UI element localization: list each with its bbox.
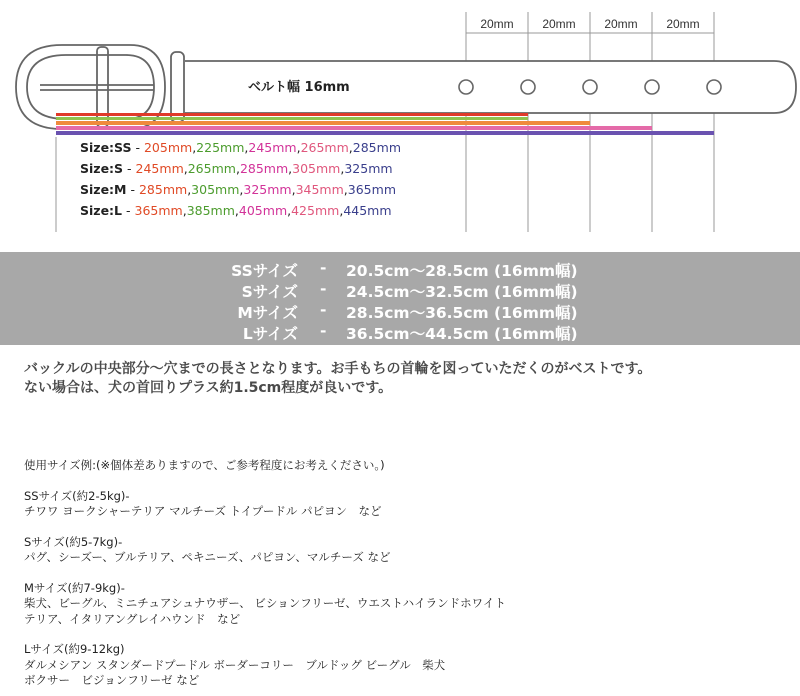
length-bar-purple [56, 131, 714, 135]
size-value: 305mm [292, 161, 341, 176]
separator: - [126, 203, 131, 218]
hole-icon [521, 80, 535, 94]
size-row-s: Size:S - 245mm,265mm,285mm,305mm,325mm [80, 161, 393, 176]
range-value: 36.5cm～44.5cm (16mm幅) [346, 325, 578, 343]
range-name: Sサイズ [241, 283, 298, 301]
size-value: 365mm [134, 203, 183, 218]
hole-icon [645, 80, 659, 94]
size-value: 265mm [187, 161, 236, 176]
separator: - [130, 182, 135, 197]
size-row-ss: Size:SS - 205mm,225mm,245mm,265mm,285mm [80, 140, 401, 155]
example-breeds: パグ、シーズー、ブルテリア、ペキニーズ、パピヨン、マルチーズ など [24, 550, 391, 564]
example-title: Sサイズ(約5-7kg)- [24, 534, 123, 549]
size-value: 265mm [300, 140, 349, 155]
example-breeds: チワワ ヨークシャーテリア マルチーズ トイプードル パピヨン など [24, 504, 382, 518]
size-value: 325mm [243, 182, 292, 197]
size-value: 385mm [186, 203, 235, 218]
belt-width-label: ベルト幅 16mm [248, 80, 350, 95]
separator: - [135, 140, 140, 155]
separator: - [320, 259, 327, 277]
spacing-label: 20mm [666, 17, 700, 31]
size-label: Size:L [80, 203, 123, 218]
range-row-s [0, 280, 800, 300]
example-breeds: 柴犬、ビーグル、ミニチュアシュナウザー、 ビションフリーゼ、ウエストハイランドホワイト [24, 596, 506, 610]
separator: - [127, 161, 132, 176]
spacing-label: 20mm [542, 17, 576, 31]
length-bars [56, 113, 714, 135]
size-label: Size:SS [80, 140, 132, 155]
buckle-icon [16, 45, 184, 129]
separator: - [320, 301, 327, 319]
separator: - [320, 280, 327, 298]
spacing-label: 20mm [480, 17, 514, 31]
example-breeds: ダルメシアン スタンダードプードル ボーダーコリー ブルドッグ ビーグル 柴犬 [24, 657, 446, 672]
size-value: 305mm [191, 182, 240, 197]
size-value: 405mm [238, 203, 288, 218]
separator: - [320, 322, 327, 340]
range-name: Mサイズ [237, 304, 298, 322]
examples-intro: 使用サイズ例:(※個体差ありますので、ご参考程度にお考えください。) [24, 458, 385, 472]
size-label: Size:S [80, 161, 124, 176]
size-value: 245mm [248, 140, 297, 155]
hole-icon [707, 80, 721, 94]
range-name: Lサイズ [242, 325, 298, 343]
size-examples [24, 458, 784, 689]
size-value: 285mm [352, 140, 401, 155]
hole-icon [583, 80, 597, 94]
example-breeds: テリア、イタリアングレイハウンド など [24, 611, 241, 626]
size-value: 205mm [143, 140, 193, 155]
range-value: 24.5cm～32.5cm (16mm幅) [346, 283, 578, 301]
measurement-note [24, 360, 794, 398]
size-value: 365mm [347, 182, 396, 197]
example-breeds: ボクサー ビジョンフリーゼ など [24, 673, 200, 687]
size-row-l: Size:L - 365mm,385mm,405mm,425mm,445mm [80, 203, 392, 218]
hole-icon [459, 80, 473, 94]
length-bar-red [56, 113, 528, 116]
length-bar-green [56, 117, 528, 120]
range-value: 28.5cm～36.5cm (16mm幅) [346, 304, 578, 322]
range-name: SSサイズ [231, 262, 298, 280]
size-value: 425mm [291, 203, 340, 218]
size-value: 285mm [138, 182, 188, 197]
size-row-m: Size:M - 285mm,305mm,325mm,345mm,365mm [80, 182, 396, 197]
size-range-band [0, 252, 800, 345]
size-value: 325mm [344, 161, 393, 176]
example-title: Mサイズ(約7-9kg)- [24, 580, 125, 595]
example-title: Lサイズ(約9-12kg) [24, 642, 125, 656]
range-row-l [0, 322, 800, 342]
example-title: SSサイズ(約2-5kg)- [24, 488, 130, 503]
range-value: 20.5cm～28.5cm (16mm幅) [346, 262, 578, 280]
note-line: バックルの中央部分～穴までの長さとなります。お手もちの首輪を図っていただくのがベストです。 [24, 361, 652, 377]
size-value: 225mm [196, 140, 245, 155]
size-value: 345mm [295, 182, 344, 197]
size-label: Size:M [80, 182, 127, 197]
range-row-ss [0, 259, 800, 279]
spacing-label: 20mm [604, 17, 638, 31]
size-value: 445mm [343, 203, 392, 218]
length-bar-orange [56, 121, 590, 125]
length-bar-pink [56, 126, 652, 130]
size-value: 245mm [135, 161, 184, 176]
range-row-m [0, 301, 800, 321]
note-line: ない場合は、犬の首回りプラス約1.5cm程度が良いです。 [24, 380, 393, 396]
size-value: 285mm [239, 161, 289, 176]
